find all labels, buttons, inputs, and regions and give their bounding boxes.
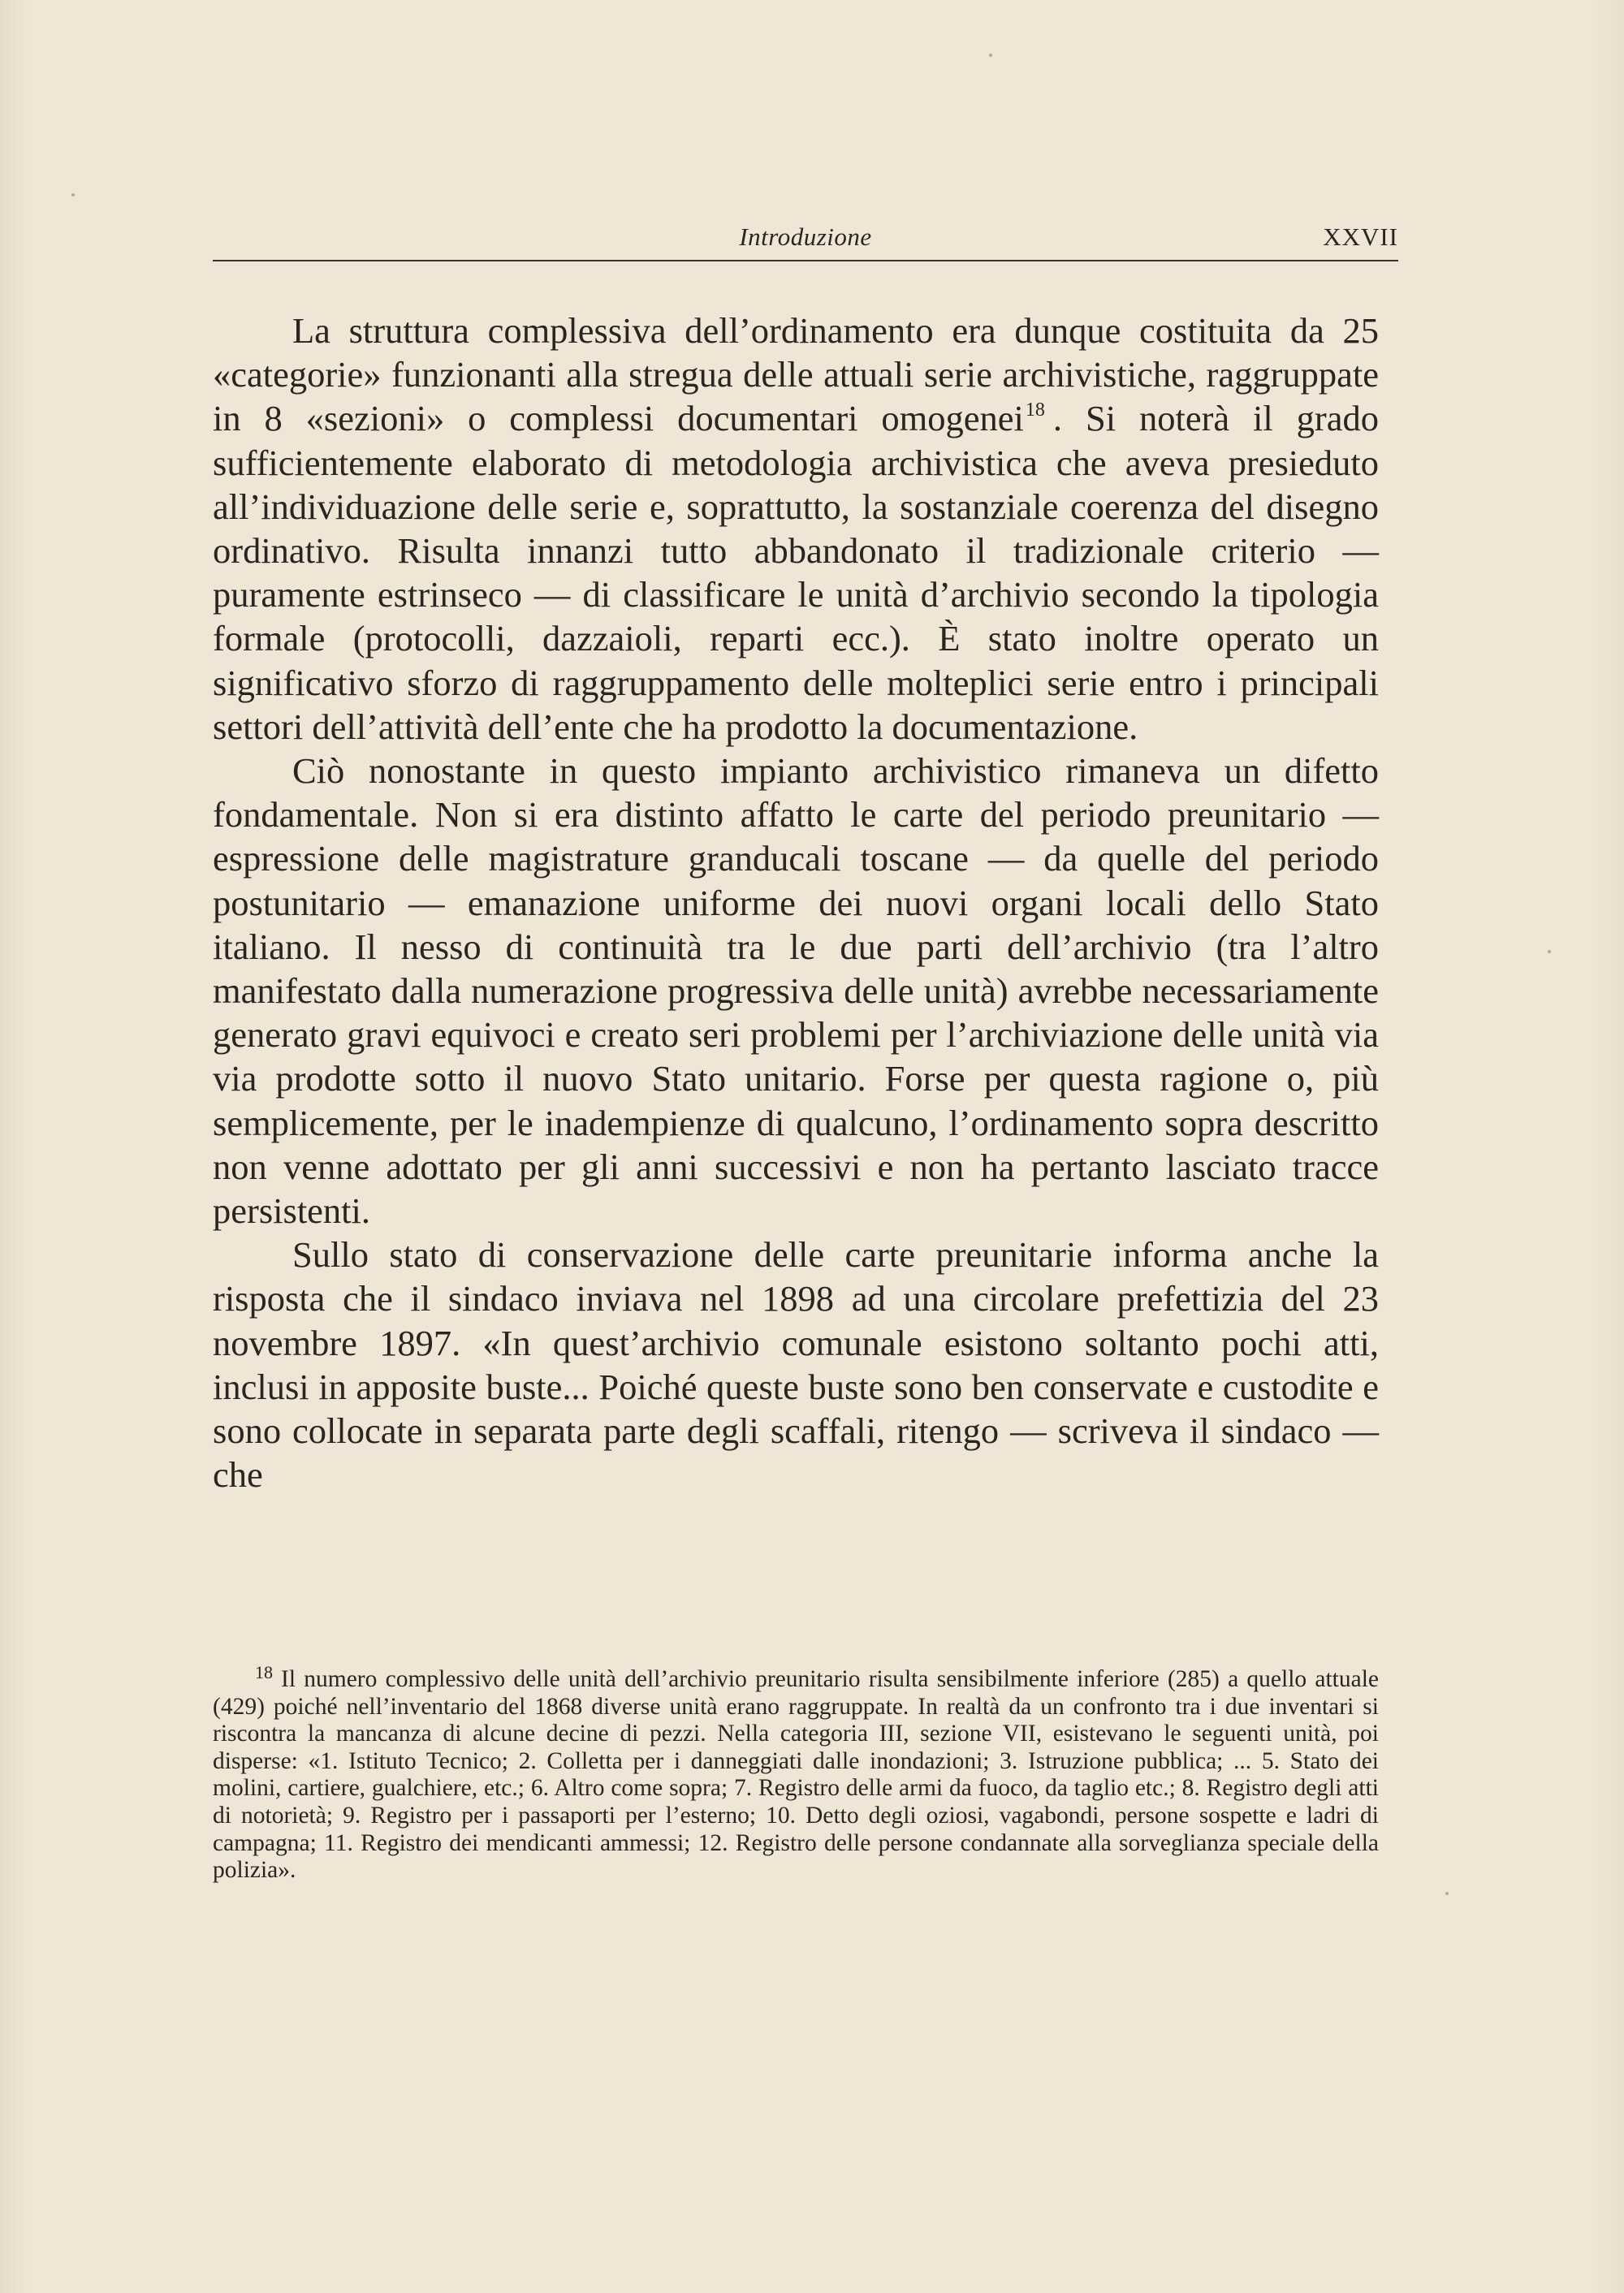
paragraph-3: Sullo stato di conservazione delle carte preunitarie informa anche la risposta che il sindaco inviava nel 1898 ad una circolare prefettizia del 23 novembre 1897. «In quest’archivio comunale esistono soltanto pochi atti, inclusi in apposite buste... Poiché queste buste sono ben conservate e custodite e sono collocate in separata parte degli scaffali, ritengo — scriveva il sindaco — che [213, 1234, 1379, 1496]
page-number: XXVII [1323, 222, 1398, 251]
paper-speck [989, 54, 992, 57]
running-head-title: Introduzione [739, 222, 872, 251]
paper-speck [71, 193, 75, 196]
header-rule [213, 260, 1398, 261]
footnote-text: Il numero complessivo delle unità dell’archivio preunitario risulta sensibilmente inferiore (285) a quello attuale (429) poiché nell’inventario del 1868 diverse unità erano raggruppate. In realtà da un confronto tra i due inventari si riscontra la mancanza di alcune decine di pezzi. Nella categoria III, sezione VII, esistevano le seguenti unità, poi disperse: «1. Istituto Tecnico; 2. Colletta per i danneggiati dalle inondazioni; 3. Istruzione pubblica; ... 5. Stato dei molini, cartiere, gualchiere, etc.; 6. Altro come sopra; 7. Registro delle armi da fuoco, da taglio etc.; 8. Registro degli atti di notorietà; 9. Registro per i passaporti per l’esterno; 10. Detto degli oziosi, vagabondi, persone sospette e ladri di campagna; 11. Registro dei mendicanti ammessi; 12. Registro delle persone condannate alla sorveglianza speciale della polizia». [213, 1666, 1379, 1884]
paragraph-1-part-a: La struttura complessiva dell’ordinamento era dunque costituita da 25 «categorie» funzionanti alla stregua delle attuali serie archivistiche, raggruppate in 8 «sezioni» o complessi documentari omogenei [213, 310, 1379, 439]
paragraph-1-part-b: . Si noterà il grado sufficientemente elaborato di metodologia archivistica che aveva presieduto all’individuazione delle serie e, soprattutto, la sostanziale coerenza del disegno ordinativo. Risulta innanzi tutto abbandonato il tradizionale criterio — puramente estrinseco — di classificare le unità d’archivio secondo la tipologia formale (protocolli, dazzaioli, reparti ecc.). È stato inoltre operato un significativo sforzo di raggruppamento delle molteplici serie entro i principali settori dell’attività dell’ente che ha prodotto la documentazione. [213, 398, 1379, 747]
paragraph-1 [213, 309, 1379, 749]
running-head [213, 218, 1398, 257]
footnote-18 [213, 1662, 1379, 1885]
footnote-reference-18[interactable]: 18 [1025, 399, 1045, 421]
footnotes [213, 1662, 1379, 1885]
footnote-number: 18 [255, 1662, 273, 1682]
paper-speck [1548, 950, 1551, 953]
main-text [213, 309, 1379, 1496]
paper-speck [1445, 1892, 1449, 1895]
paragraph-2: Ciò nonostante in questo impianto archivistico rimaneva un difetto fondamentale. Non si era distinto affatto le carte del periodo preunitario — espressione delle magistrature granducali toscane — da quelle del periodo postunitario — emanazione uniforme dei nuovi organi locali dello Stato italiano. Il nesso di continuità tra le due parti dell’archivio (tra l’altro manifestato dalla numerazione progressiva delle unità) avrebbe necessariamente generato gravi equivoci e creato seri problemi per l’archiviazione delle unità via via prodotte sotto il nuovo Stato unitario. Forse per questa ragione o, più semplicemente, per le inadempienze di qualcuno, l’ordinamento sopra descritto non venne adottato per gli anni successivi e non ha pertanto lasciato tracce persistenti. [213, 750, 1379, 1232]
